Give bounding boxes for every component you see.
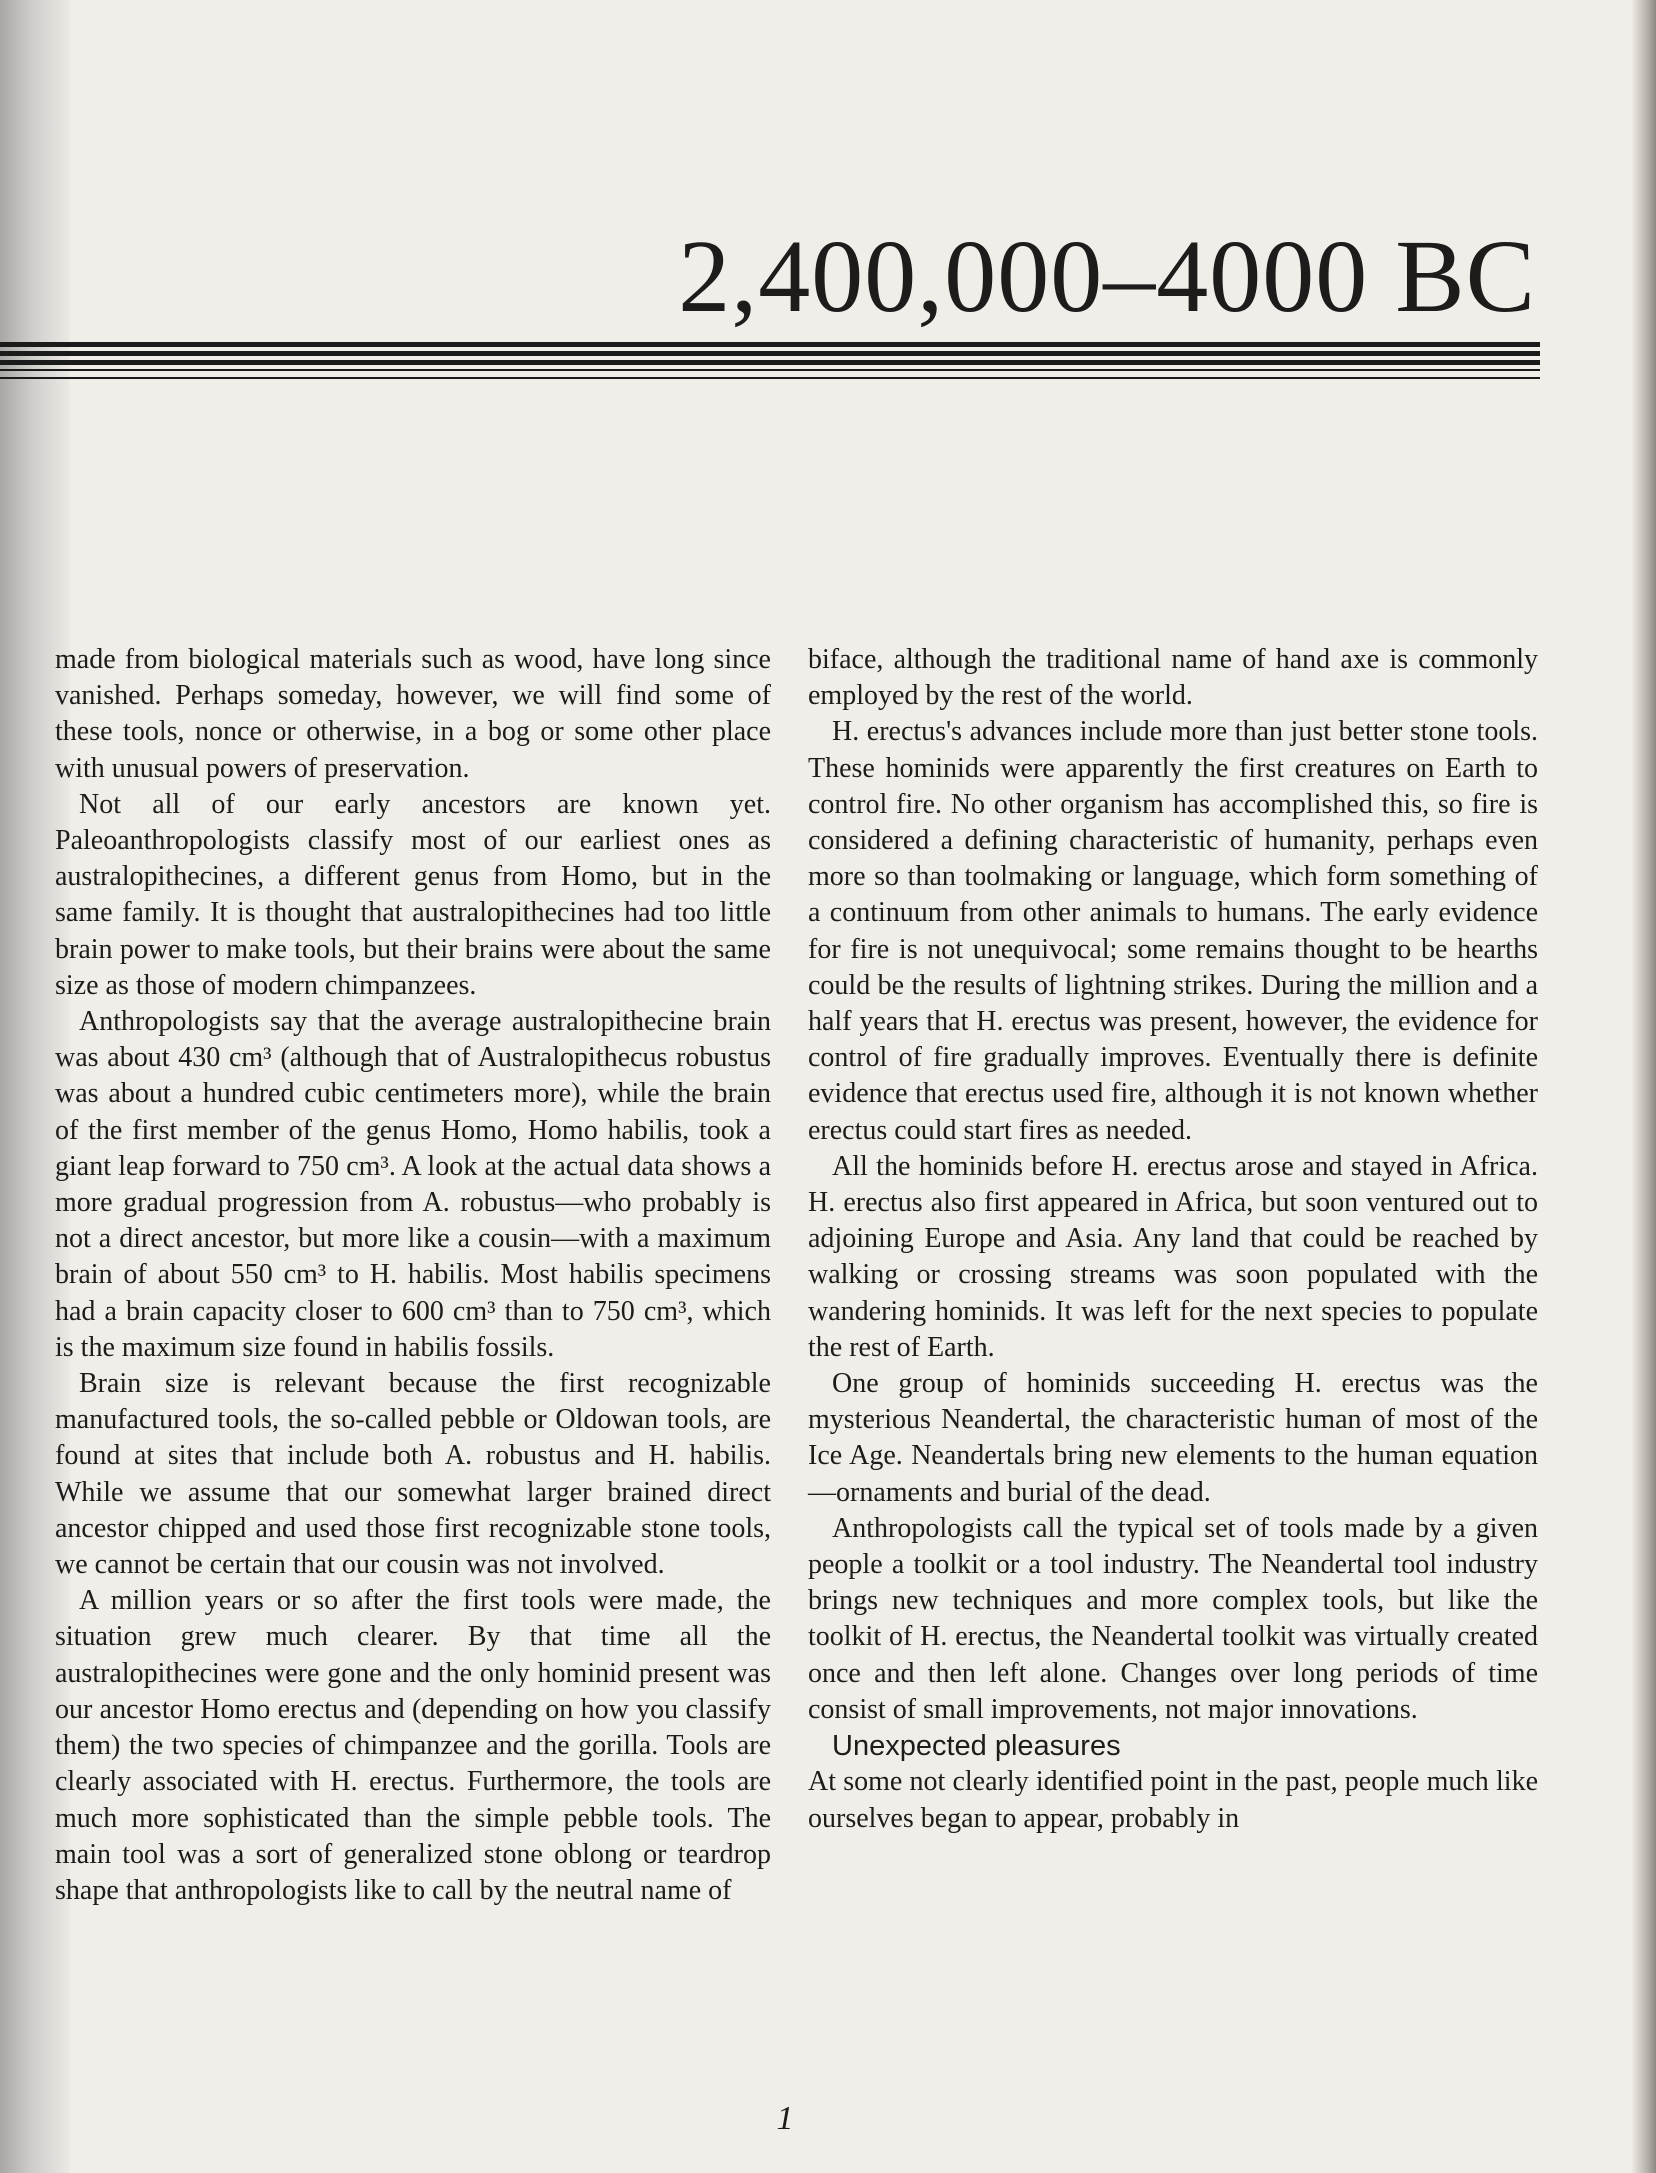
right-column — [808, 642, 1538, 1837]
paragraph: At some not clearly identified point in the past, people much like ourselves began to appear, probably in — [808, 1766, 1538, 1834]
paragraph: H. erectus's advances include more than just better stone tools. These hominids were apparently the first creatures on Earth to control fire. No other organism has accomplished this, so fire is considered a defining characteristic of humanity, perhaps even more so than toolmaking or language, which form something of a continuum from other animals to humans. The early evidence for fire is not unequivocal; some remains thought to be hearths could be the results of lightning strikes. During the million and a half years that H. erectus was present, however, the evidence for control of fire gradually improves. Eventually there is definite evidence that erectus used fire, although it is not known whether erectus could start fires as needed. — [808, 716, 1538, 1146]
paragraph: Not all of our early ancestors are known yet. Paleoanthropologists classify most of our earliest ones as australopithecines, a different genus from Homo, but in the same family. It is thought that australopithecines had too little brain power to make tools, but their brains were about the same size as those of modern chimpanzees. — [55, 788, 771, 1001]
chapter-title: 2,400,000–4000 BC — [678, 219, 1536, 334]
paragraph: made from biological materials such as wood, have long since vanished. Perhaps someday, however, we will find some of these tools, nonce or otherwise, in a bog or some other place with unusual powers of preservation. — [55, 644, 771, 784]
paragraph: One group of hominids succeeding H. erectus was the mysterious Neandertal, the characteristic human of most of the Ice Age. Neandertals bring new elements to the human equation—ornaments and burial of the dead. — [808, 1368, 1538, 1508]
page-edge — [1632, 0, 1656, 2173]
section-subheading: Unexpected pleasures — [832, 1730, 1121, 1763]
page-number: 1 — [776, 2100, 794, 2137]
title-rule-lines — [0, 342, 1540, 385]
paragraph: A million years or so after the first tools were made, the situation grew much clearer. By that time all the australopithecines were gone and the only hominid present was our ancestor Homo erectus and (depending on how you classify them) the two species of chimpanzee and the gorilla. Tools are clearly associated with H. erectus. Furthermore, the tools are much more sophisticated than the simple pebble tools. The main tool was a sort of generalized stone oblong or teardrop shape that anthropologists like to call by the neutral name of — [55, 1585, 771, 1906]
paragraph: Brain size is relevant because the first recognizable manufactured tools, the so-called pebble or Oldowan tools, are found at sites that include both A. robustus and H. habilis. While we assume that our somewhat larger brained direct ancestor chipped and used those first recognizable stone tools, we cannot be certain that our cousin was not involved. — [55, 1368, 771, 1581]
paragraph: biface, although the traditional name of hand axe is commonly employed by the rest of the world. — [808, 644, 1538, 712]
left-column — [55, 642, 771, 1909]
paragraph: Anthropologists say that the average australopithecine brain was about 430 cm³ (although that of Australopithecus robustus was about a hundred cubic centimeters more), while the brain of the first member of the genus Homo, Homo habilis, took a giant leap forward to 750 cm³. A look at the actual data shows a more gradual progression from A. robustus—who probably is not a direct ancestor, but more like a cousin—with a maximum brain of about 550 cm³ to H. habilis. Most habilis specimens had a brain capacity closer to 600 cm³ than to 750 cm³, which is the maximum size found in habilis fossils. — [55, 1006, 771, 1363]
paragraph: All the hominids before H. erectus arose and stayed in Africa. H. erectus also first appeared in Africa, but soon ventured out to adjoining Europe and Asia. Any land that could be reached by walking or crossing streams was soon populated with the wandering hominids. It was left for the next species to populate the rest of Earth. — [808, 1150, 1538, 1363]
paragraph: Anthropologists call the typical set of tools made by a given people a toolkit or a tool industry. The Neandertal tool industry brings new techniques and more complex tools, but like the toolkit of H. erectus, the Neandertal toolkit was virtually created once and then left alone. Changes over long periods of time consist of small improvements, not major innovations. — [808, 1512, 1538, 1725]
